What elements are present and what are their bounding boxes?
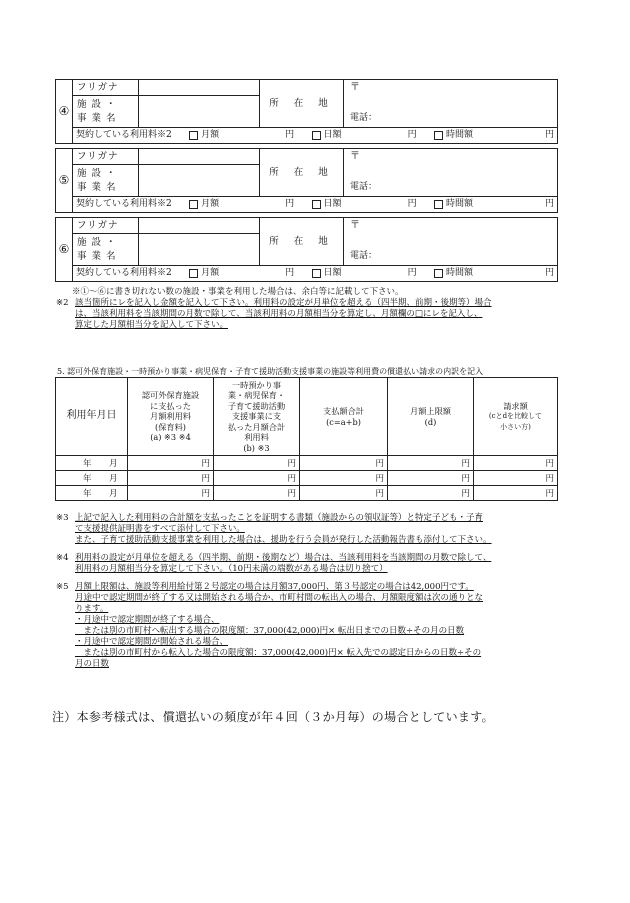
amount-c-cell[interactable]: 円 bbox=[300, 471, 388, 486]
header-temporary-care-fee: 一時預かり事 業・病児保育・ 子育て援助活動 支援事業に支 払った月額合計 利用料 (b) ※3 bbox=[214, 378, 300, 456]
facility-table-5 bbox=[55, 148, 558, 213]
facility-table-6 bbox=[55, 217, 558, 282]
phone-label: 電話： bbox=[350, 113, 378, 123]
notes-top bbox=[56, 287, 561, 331]
header-claim-amount: 請求額 (cとdを比較して 小さい方) bbox=[474, 378, 558, 456]
address-input[interactable] bbox=[344, 80, 558, 128]
furigana-input[interactable] bbox=[139, 149, 260, 165]
amount-d-cell[interactable]: 円 bbox=[388, 486, 474, 501]
date-cell[interactable]: 年 月 bbox=[56, 486, 128, 501]
claim-cell[interactable]: 円 bbox=[474, 486, 558, 501]
facility-number: ⑤ bbox=[56, 149, 73, 213]
claim-cell[interactable]: 円 bbox=[474, 471, 558, 486]
note-4: ※4 利用料の設定が月単位を超える（四半期、前期・後期など）場合は、当該利用料を当該期間の月数で除して、 利用料の月額相当分を算定して下さい。（10円未満の端数がある場合は切り捨て） bbox=[56, 553, 492, 574]
fee-row: 契約している利用料※2 月額 円 日額 円 時間額 円 bbox=[73, 197, 558, 213]
date-cell[interactable]: 年 月 bbox=[56, 456, 128, 471]
date-cell[interactable]: 年 月 bbox=[56, 471, 128, 486]
address-input[interactable] bbox=[344, 218, 558, 266]
address-label: 所 在 地 bbox=[260, 218, 344, 266]
header-payment-total: 支払額合計 (c=a+b) bbox=[300, 378, 388, 456]
fee-row: 契約している利用料※2 月額 円 日額 円 時間額 円 bbox=[73, 128, 558, 144]
claim-cell[interactable]: 円 bbox=[474, 456, 558, 471]
facility-name-input[interactable] bbox=[139, 96, 260, 128]
facility-name-label: 施 設 ・ 事 業 名 bbox=[73, 165, 139, 197]
header-monthly-cap: 月額上限額 (d) bbox=[388, 378, 474, 456]
furigana-label: フリガナ bbox=[73, 80, 139, 96]
fee-row: 契約している利用料※2 月額 円 日額 円 時間額 円 bbox=[73, 266, 558, 282]
header-date: 利用年月日 bbox=[56, 378, 128, 456]
monthly-checkbox[interactable] bbox=[189, 200, 198, 209]
monthly-checkbox[interactable] bbox=[189, 269, 198, 278]
note-3: ※3 上記で記入した利用料の合計額を支払ったことを証明する書類（施設からの領収証等）と特定子ども・子育 て支援提供証明書をすべて添付して下さい。 また、子育て援助活動支援事業を利用した場合は、援助を行う会員が発行した活動報告書も添付して下さい。 bbox=[56, 513, 492, 545]
refund-table bbox=[55, 377, 558, 501]
amount-c-cell[interactable]: 円 bbox=[300, 456, 388, 471]
monthly-checkbox[interactable] bbox=[189, 131, 198, 140]
phone-label: 電話： bbox=[350, 251, 378, 261]
table-row bbox=[56, 486, 558, 501]
facility-number: ⑥ bbox=[56, 218, 73, 282]
fee-label: 契約している利用料※2 bbox=[76, 130, 172, 140]
note-1: ※①～⑥に書き切れない数の施設・事業を利用した場合は、余白等に記載して下さい。 bbox=[72, 287, 404, 297]
footnote: 注）本参考様式は、償還払いの頻度が年４回（３か月毎）の場合としています。 bbox=[52, 710, 494, 724]
amount-c-cell[interactable]: 円 bbox=[300, 486, 388, 501]
zip-mark: 〒 bbox=[350, 151, 360, 162]
amount-a-cell[interactable]: 円 bbox=[128, 486, 214, 501]
table-row bbox=[56, 471, 558, 486]
amount-b-cell[interactable]: 円 bbox=[214, 471, 300, 486]
amount-b-cell[interactable]: 円 bbox=[214, 486, 300, 501]
zip-mark: 〒 bbox=[350, 220, 360, 231]
header-unlicensed-fee: 認可外保育施設 に支払った 月額利用料 (保育料) (a) ※3 ※4 bbox=[128, 378, 214, 456]
note-2: ※2 該当箇所にレを記入し金額を記入して下さい。利用料の設定が月単位を超える（四半期、前期・後期等）場合 は、当該利用料を当該期間の月数で除して、当該利用料の月額相当分を算定し、月額欄の□にレを記入し、 算定した月額相当分を記入して下さい。 bbox=[56, 298, 492, 330]
facility-name-label: 施 設 ・ 事 業 名 bbox=[73, 234, 139, 266]
facility-name-input[interactable] bbox=[139, 165, 260, 197]
facility-name-label: 施 設 ・ 事 業 名 bbox=[73, 96, 139, 128]
furigana-input[interactable] bbox=[139, 80, 260, 96]
section5-title: 5. 認可外保育施設・一時預かり事業・病児保育・子育て援助活動支援事業の施設等利用費の償還払い請求の内訳を記入 bbox=[57, 367, 484, 376]
zip-mark: 〒 bbox=[350, 82, 360, 93]
amount-b-cell[interactable]: 円 bbox=[214, 456, 300, 471]
amount-d-cell[interactable]: 円 bbox=[388, 456, 474, 471]
address-label: 所 在 地 bbox=[260, 80, 344, 128]
address-label: 所 在 地 bbox=[260, 149, 344, 197]
daily-checkbox[interactable] bbox=[312, 269, 321, 278]
amount-d-cell[interactable]: 円 bbox=[388, 471, 474, 486]
daily-checkbox[interactable] bbox=[312, 200, 321, 209]
furigana-label: フリガナ bbox=[73, 149, 139, 165]
address-input[interactable] bbox=[344, 149, 558, 197]
fee-label: 契約している利用料※2 bbox=[76, 199, 172, 209]
amount-a-cell[interactable]: 円 bbox=[128, 456, 214, 471]
furigana-input[interactable] bbox=[139, 218, 260, 234]
hourly-checkbox[interactable] bbox=[434, 200, 443, 209]
table-row bbox=[56, 456, 558, 471]
facility-number: ④ bbox=[56, 80, 73, 144]
note-5: ※5 月額上限額は、施設等利用給付第２号認定の場合は月額37,000円、第３号認定の場合は42,000円です。 月途中で認定期間が終了する又は開始される場合か、市町村間の転出入の場合、月額限度額は次の通りとな ります。 ・月途中で認定期間が終了する場合、 または別の市町村へ転出する場合の限度額：37,000(42,000)円× 転出日までの日数÷その月の日数 ・月途中で認定期間が開始される場合、 または別の市町村から転入した場合の限度額：37,000(42,000)円× 転入先での認定日からの日数÷その 月の日数 bbox=[56, 582, 484, 669]
phone-label: 電話： bbox=[350, 182, 378, 192]
hourly-checkbox[interactable] bbox=[434, 269, 443, 278]
facility-table-4 bbox=[55, 79, 558, 144]
fee-label: 契約している利用料※2 bbox=[76, 268, 172, 278]
furigana-label: フリガナ bbox=[73, 218, 139, 234]
facility-name-input[interactable] bbox=[139, 234, 260, 266]
amount-a-cell[interactable]: 円 bbox=[128, 471, 214, 486]
hourly-checkbox[interactable] bbox=[434, 131, 443, 140]
daily-checkbox[interactable] bbox=[312, 131, 321, 140]
notes-bottom bbox=[56, 513, 566, 670]
